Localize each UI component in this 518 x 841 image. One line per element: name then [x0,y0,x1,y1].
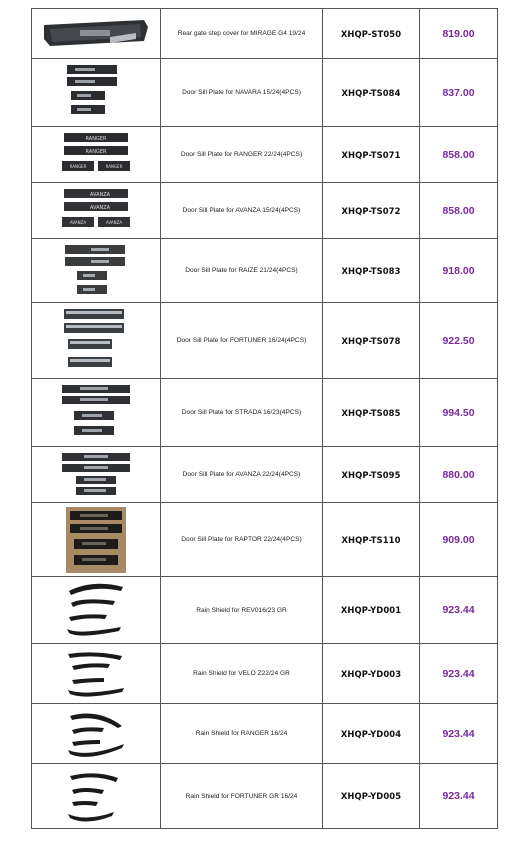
table-row [32,577,498,644]
product-description: Door Sill Plate for AVANZA 15/24(4PCS) [161,183,323,239]
product-code: XHQP-YD005 [323,764,420,829]
plate-label: AVANZA [105,219,123,225]
product-description: Rear gate step cover for MIRAGE G4 19/24 [161,9,323,59]
product-description: Door Sill Plate for STRADA 16/23(4PCS) [161,379,323,447]
plate-label: AVANZA [89,191,111,198]
product-image-cell [32,9,161,59]
door-sill-plate-image [60,383,132,443]
product-code: XHQP-TS095 [323,447,420,503]
door-sill-plate-image [60,187,132,235]
product-image-cell [32,503,161,577]
product-description: Rain Shield for RANGER 16/24 [161,704,323,764]
product-image-cell [32,704,161,764]
product-price: 858.00 [420,183,498,239]
product-price: 858.00 [420,127,498,183]
product-code: XHQP-TS071 [323,127,420,183]
plate-label: AVANZA [89,204,111,211]
product-image-cell [32,127,161,183]
door-sill-plate-image [60,131,132,179]
product-description: Rain Shield for FORTUNER GR 16/24 [161,764,323,829]
product-description: Door Sill Plate for RAIZE 21/24(4PCS) [161,239,323,303]
product-image-cell [32,764,161,829]
door-sill-plate-image [60,307,132,375]
product-description: Door Sill Plate for AVANZA 22/24(4PCS) [161,447,323,503]
door-sill-plate-image [61,243,131,299]
product-price: 923.44 [420,577,498,644]
plate-label: AVANZA [69,219,87,225]
product-price: 922.50 [420,303,498,379]
table-row [32,127,498,183]
product-image-cell [32,303,161,379]
product-image-cell [32,644,161,704]
product-price: 918.00 [420,239,498,303]
product-image-cell [32,379,161,447]
table-row [32,9,498,59]
product-image-cell [32,59,161,127]
product-price-table [31,8,498,829]
product-price: 837.00 [420,59,498,127]
plate-label: RANGER [69,163,87,169]
product-code: XHQP-YD001 [323,577,420,644]
product-code: XHQP-ST050 [323,9,420,59]
rain-shield-image [64,708,128,760]
product-description: Door Sill Plate for NAVARA 15/24(4PCS) [161,59,323,127]
product-image-cell [32,577,161,644]
table-row [32,183,498,239]
product-price: 819.00 [420,9,498,59]
product-image-cell [32,447,161,503]
table-row [32,764,498,829]
product-price: 994.50 [420,379,498,447]
table-row [32,644,498,704]
product-code: XHQP-TS072 [323,183,420,239]
table-row [32,503,498,577]
product-price: 909.00 [420,503,498,577]
plate-label: RANGER [85,148,107,155]
product-code: XHQP-TS078 [323,303,420,379]
product-code: XHQP-YD003 [323,644,420,704]
product-price: 923.44 [420,704,498,764]
product-code: XHQP-TS084 [323,59,420,127]
table-row [32,303,498,379]
door-sill-plate-image [61,63,131,123]
product-code: XHQP-TS085 [323,379,420,447]
plate-label: RANGER [105,163,123,169]
product-description: Door Sill Plate for RAPTOR 22/24(4PCS) [161,503,323,577]
table-row [32,379,498,447]
rain-shield-image [64,648,128,700]
product-description: Rain Shield for REV016/23 GR [161,577,323,644]
product-price: 880.00 [420,447,498,503]
door-sill-plate-image [60,451,132,499]
door-sill-plate-photo [66,507,126,573]
product-description: Door Sill Plate for FORTUNER 16/24(4PCS) [161,303,323,379]
table-row [32,239,498,303]
rear-gate-step-cover-image [40,17,152,51]
table-row [32,59,498,127]
product-code: XHQP-YD004 [323,704,420,764]
product-code: XHQP-TS083 [323,239,420,303]
product-image-cell [32,183,161,239]
table-row [32,447,498,503]
product-price: 923.44 [420,764,498,829]
product-description: Door Sill Plate for RANGER 22/24(4PCS) [161,127,323,183]
product-image-cell [32,239,161,303]
plate-label: RANGER [85,135,107,142]
rain-shield-image [63,581,129,639]
rain-shield-image [64,768,128,824]
table-row [32,704,498,764]
product-description: Rain Shield for VELO Z22/24 GR [161,644,323,704]
product-price: 923.44 [420,644,498,704]
product-code: XHQP-TS110 [323,503,420,577]
